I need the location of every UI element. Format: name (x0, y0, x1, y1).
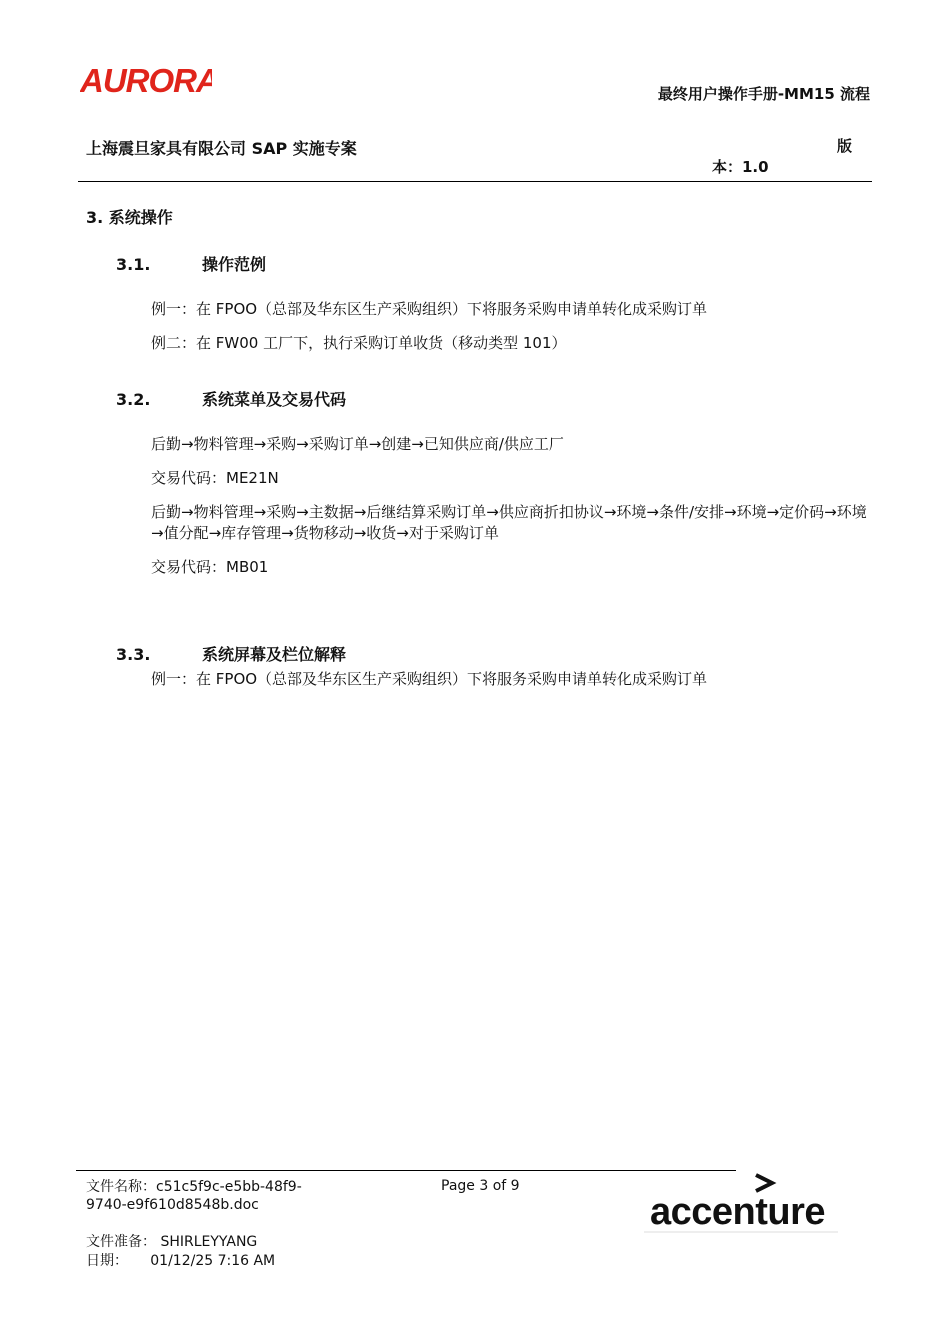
subsection-heading-3-3 (116, 642, 346, 665)
example-1: 例一：在 FPOO（总部及华东区生产采购组织）下将服务采购申请单转化成采购订单 (151, 300, 708, 318)
menu-path-1: 后勤→物料管理→采购→采购订单→创建→已知供应商/供应工厂 (151, 435, 564, 453)
subsection-heading-3-1 (116, 252, 266, 275)
subsection-number: 3.3. (116, 645, 151, 664)
version-label-2: 本：1.0 (712, 158, 769, 176)
version-label-1: 版 (836, 137, 852, 155)
subsection-number: 3.2. (116, 390, 151, 409)
filename-line-2: 9740-e9f610d8548b.doc (86, 1197, 259, 1213)
company-project-title: 上海震旦家具有限公司 SAP 实施专案 (86, 139, 357, 158)
subsection-number: 3.1. (116, 255, 151, 274)
section-heading: 3. 系统操作 (86, 208, 173, 227)
manual-title: 最终用户操作手册-MM15 流程 (657, 85, 870, 103)
filename-line-1: 文件名称：c51c5f9c-e5bb-48f9- (86, 1179, 302, 1195)
subsection-heading-3-2 (116, 387, 346, 410)
aurora-logo (80, 60, 212, 100)
footer-divider (76, 1170, 736, 1171)
aurora-logo-text: AURORA (80, 62, 212, 99)
subsection-title: 操作范例 (202, 255, 267, 274)
example-2: 例二：在 FW00 工厂下，执行采购订单收货（移动类型 101） (151, 334, 567, 352)
menu-path-2: 后勤→物料管理→采购→主数据→后继结算采购订单→供应商折扣协议→环境→条件/安排→环境→定价码→环境→值分配→库存管理→货物移动→收货→对于采购订单 (151, 503, 867, 542)
subsection-title: 系统菜单及交易代码 (202, 390, 347, 409)
version-info (700, 136, 860, 178)
subsection-title: 系统屏幕及栏位解释 (202, 645, 347, 664)
accenture-logo (642, 1172, 842, 1236)
footer-filename (86, 1178, 302, 1214)
page-number: Page 3 of 9 (441, 1178, 520, 1194)
transaction-code-1: 交易代码：ME21N (151, 469, 279, 487)
footer-date: 日期： 01/12/25 7:16 AM (86, 1253, 276, 1269)
transaction-code-2: 交易代码：MB01 (151, 558, 269, 576)
example-1-repeat: 例一：在 FPOO（总部及华东区生产采购组织）下将服务采购申请单转化成采购订单 (151, 670, 708, 688)
header-divider (78, 181, 872, 182)
accenture-logo-text: accenture (650, 1191, 826, 1233)
footer-prepared-by: 文件准备： SHIRLEYYANG (86, 1234, 258, 1250)
accenture-chevron-icon (756, 1175, 772, 1191)
